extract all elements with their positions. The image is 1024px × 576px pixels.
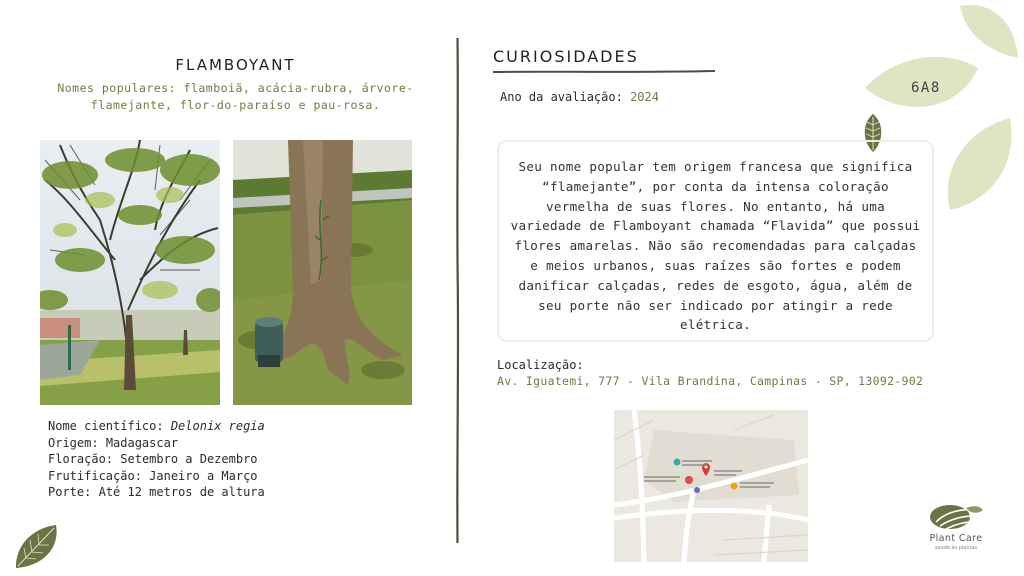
fact-fruiting: Frutificação: Janeiro a Março	[48, 468, 258, 483]
fact-origin: Origem: Madagascar	[48, 435, 179, 450]
curiosities-box	[497, 140, 934, 342]
curiosities-text: Seu nome popular tem origem francesa que significa “flamejante”, por conta da intensa coloração vermelha de suas flores. No entanto, há uma variedade de Flamboyant chamada “Flavida” que possui flores amarelas. Não são recomendadas para calçadas e meios urbanos, suas raízes são fortes e podem danificar calçadas, redes de esgoto, água, além de seu porte não ser indicado por atingir a rede elétrica.	[510, 159, 921, 333]
location-address: Av. Iguatemi, 777 - Vila Brandina, Campinas - SP, 13092-902	[497, 374, 924, 388]
plant-care-logo	[928, 502, 984, 532]
curiosities-title: CURIOSIDADES	[493, 47, 639, 66]
evaluation-year: Ano da avaliação: 2024	[500, 90, 659, 104]
fact-flowering: Floração: Setembro a Dezembro	[48, 452, 258, 466]
column-divider	[455, 38, 460, 543]
plant-code: 6A8	[911, 80, 941, 96]
plant-name: FLAMBOYANT	[175, 56, 296, 74]
fact-size: Porte: Até 12 metros de altura	[48, 485, 265, 499]
tree-photo-trunk	[233, 140, 412, 405]
decorative-leaf-bottom	[12, 522, 60, 570]
location-map[interactable]	[614, 410, 808, 562]
brand-tagline: saúde às plantas	[934, 545, 978, 551]
popular-names: Nomes populares: flamboiã, acácia-rubra, árvore-flamejante, flor-do-paraíso e pau-rosa.	[57, 81, 414, 112]
plant-facts	[48, 418, 265, 501]
title-underline	[493, 69, 715, 75]
fact-scientific-name: Nome científico: Delonix regia	[48, 419, 265, 433]
location-label: Localização:	[497, 358, 584, 372]
tree-photo-canopy	[40, 140, 220, 405]
brand-name: Plant Care	[929, 533, 983, 544]
